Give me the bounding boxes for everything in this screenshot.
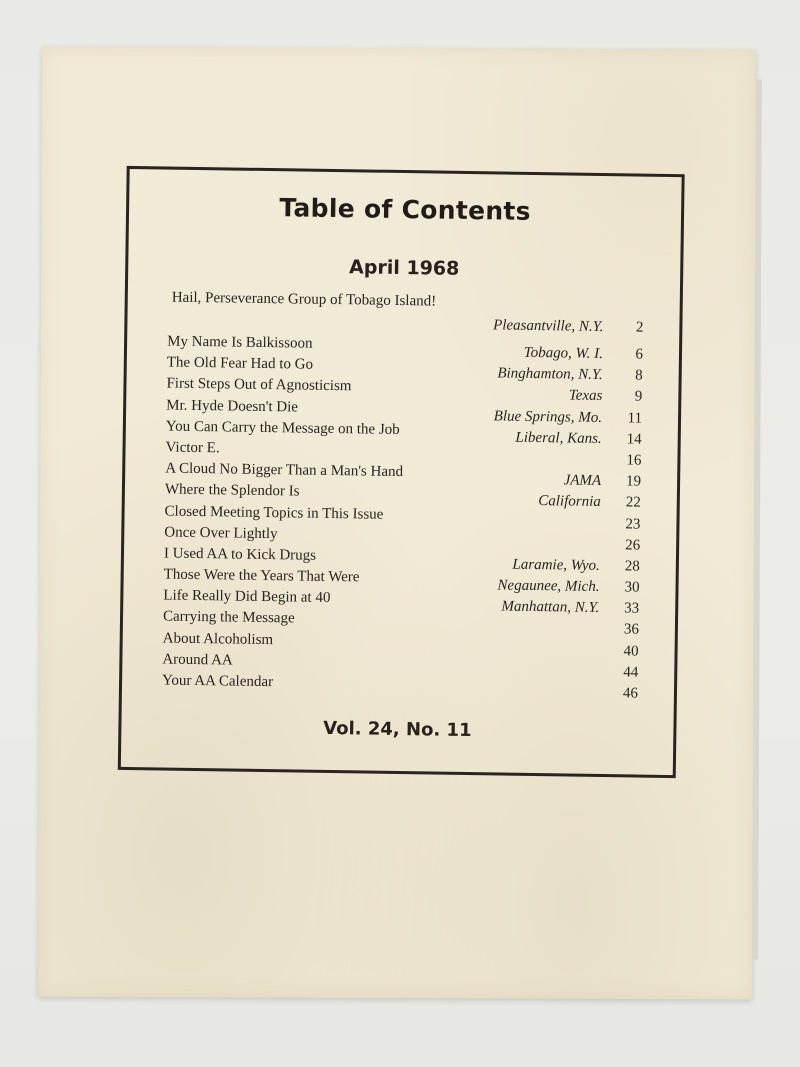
entry-location: Tobago, W. I. xyxy=(523,344,604,362)
entry-title: Those Were the Years That Were xyxy=(163,566,360,586)
entry-title: About Alcoholism xyxy=(162,630,274,648)
table-of-contents-box xyxy=(118,166,685,778)
entry-location: Manhattan, N.Y. xyxy=(501,598,600,617)
entry-page: 16 xyxy=(626,452,642,469)
entry-title: I Used AA to Kick Drugs xyxy=(163,545,317,564)
entry-page: 44 xyxy=(623,664,639,681)
entry-location: Liberal, Kans. xyxy=(515,429,602,447)
entry-page: 23 xyxy=(625,515,641,533)
entry-location: Blue Springs, Mo. xyxy=(493,407,603,426)
entry-page: 28 xyxy=(624,558,640,575)
entry-title: Once Over Lightly xyxy=(164,524,278,542)
entry-page: 46 xyxy=(622,685,639,702)
magazine-back-cover xyxy=(38,46,756,999)
entry-title: Around AA xyxy=(162,651,233,669)
entry-page: 8 xyxy=(635,367,643,384)
entry-title: First Steps Out of Agnosticism xyxy=(166,375,352,395)
entry-title: Carrying the Message xyxy=(162,608,295,627)
entry-location: Texas xyxy=(568,387,603,405)
entry-page: 26 xyxy=(625,537,641,554)
entry-title: The Old Fear Had to Go xyxy=(166,354,314,373)
entry-page: 40 xyxy=(623,642,639,660)
entry-page: 2 xyxy=(635,319,644,336)
entry-page: 33 xyxy=(624,600,640,617)
entry-title: Life Really Did Begin at 40 xyxy=(163,587,331,607)
entry-location: Negaunee, Mich. xyxy=(497,577,600,596)
entry-page: 22 xyxy=(625,494,641,511)
entry-page: 6 xyxy=(635,346,644,363)
toc-title: Table of Contents xyxy=(279,193,532,226)
entry-page: 14 xyxy=(626,431,642,448)
entry-title: Where the Splendor Is xyxy=(164,481,300,500)
entry-title: My Name Is Balkissoon xyxy=(167,333,313,352)
toc-entries xyxy=(161,288,644,702)
entry-page: 19 xyxy=(625,473,642,490)
entry-page: 36 xyxy=(623,621,640,638)
entry-title: Hail, Perseverance Group of Tobago Island! xyxy=(171,289,437,310)
entry-title: A Cloud No Bigger Than a Man's Hand xyxy=(165,460,404,481)
entry-title: You Can Carry the Message on the Job xyxy=(165,418,400,438)
entry-page: 9 xyxy=(634,388,643,405)
entry-title: Your AA Calendar xyxy=(161,672,274,691)
entry-title: Closed Meeting Topics in This Issue xyxy=(164,503,384,523)
entry-location: Binghamton, N.Y. xyxy=(497,365,603,384)
entry-title: Victor E. xyxy=(165,439,220,457)
entry-location: JAMA xyxy=(563,472,602,490)
entry-location: Laramie, Wyo. xyxy=(512,556,600,574)
volume-number: Vol. 24, No. 11 xyxy=(323,717,472,742)
entry-page: 30 xyxy=(624,579,640,596)
page-edge xyxy=(752,80,762,960)
entry-location: Pleasantville, N.Y. xyxy=(493,317,604,336)
issue-date: April 1968 xyxy=(348,256,460,280)
entry-page: 11 xyxy=(627,409,643,427)
entry-location: California xyxy=(538,493,601,511)
entry-title: Mr. Hyde Doesn't Die xyxy=(166,397,299,416)
